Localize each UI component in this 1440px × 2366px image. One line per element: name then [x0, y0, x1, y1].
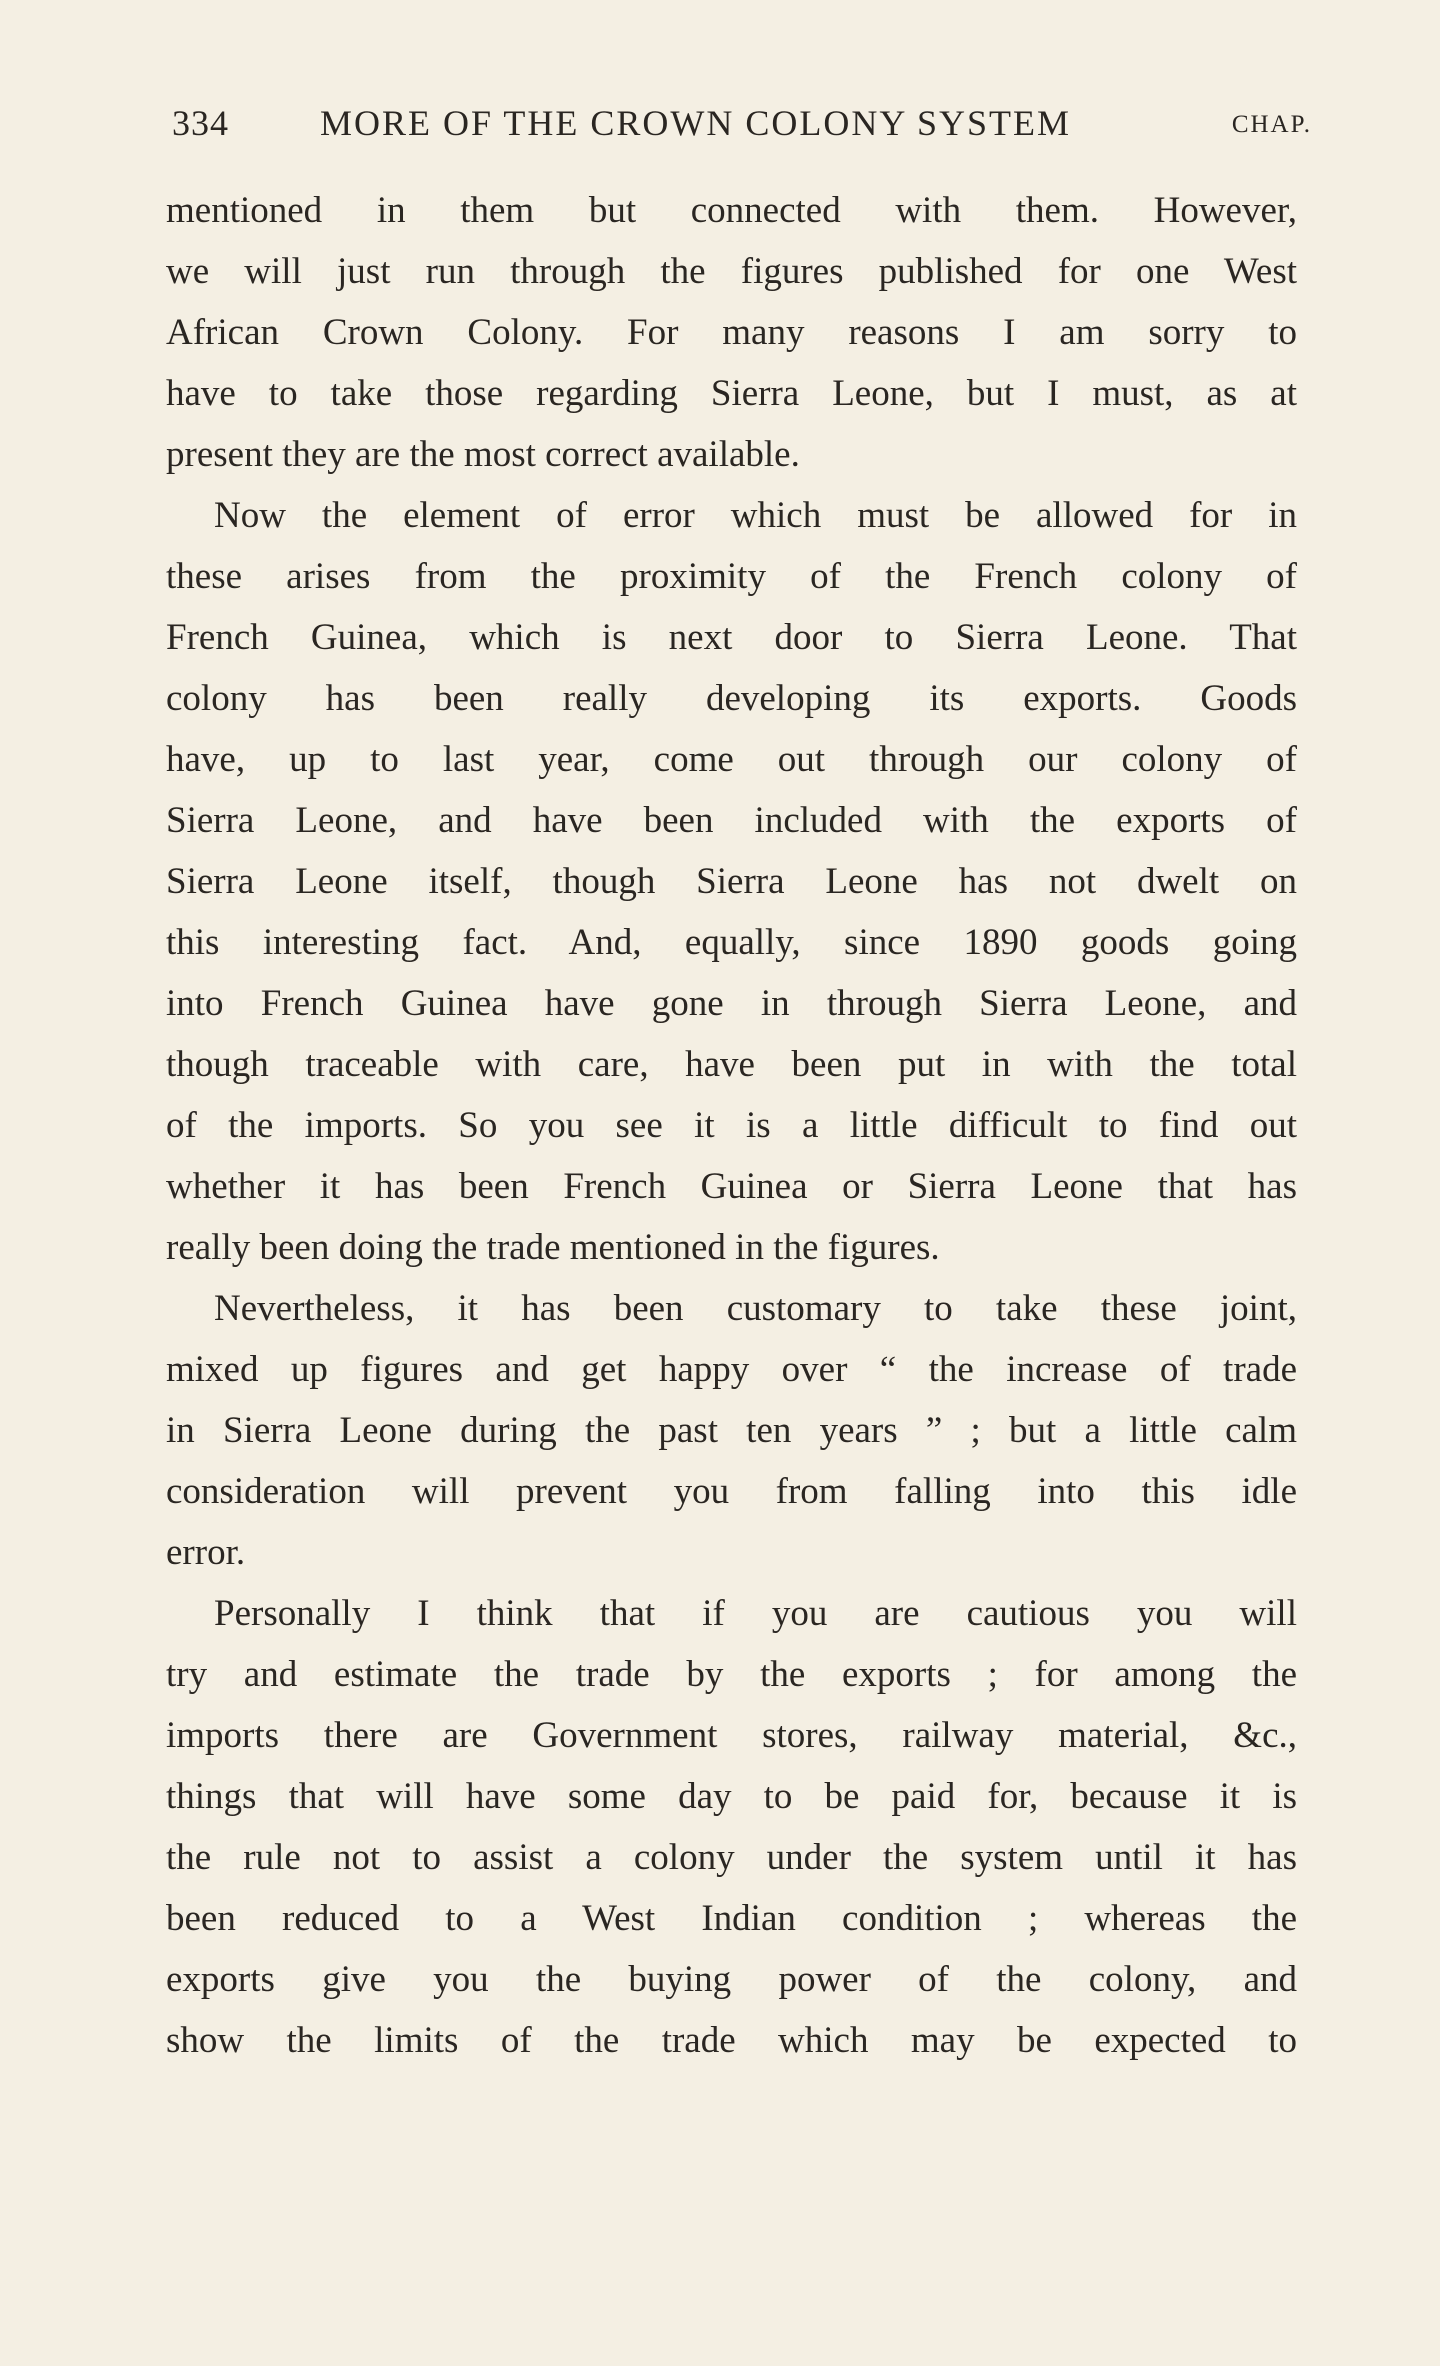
text-line: Nevertheless, it has been customary to take these joint, [214, 1288, 1297, 1329]
running-head [172, 98, 1312, 148]
text-line: African Crown Colony. For many reasons I am sorry to [166, 312, 1297, 353]
text-line: exports give you the buying power of the colony, and [166, 1959, 1297, 2000]
text-line: show the limits of the trade which may be expected to [166, 2020, 1297, 2061]
text-line: these arises from the proximity of the French colony of [166, 556, 1297, 597]
text-line: whether it has been French Guinea or Sierra Leone that has [166, 1166, 1297, 1207]
text-line: in Sierra Leone during the past ten years ” ; but a little calm [166, 1410, 1297, 1451]
text-line: present they are the most correct available. [166, 434, 800, 475]
text-line: imports there are Government stores, railway material, &c., [166, 1715, 1297, 1756]
text-line: Now the element of error which must be allowed for in [214, 495, 1297, 536]
text-line: mixed up figures and get happy over “ the increase of trade [166, 1349, 1297, 1390]
text-line: the rule not to assist a colony under the system until it has [166, 1837, 1297, 1878]
chapter-marker: CHAP. [1231, 111, 1312, 138]
text-line: though traceable with care, have been put in with the total [166, 1044, 1297, 1085]
text-line: mentioned in them but connected with them. However, [166, 190, 1297, 231]
text-line: things that will have some day to be paid for, because it is [166, 1776, 1297, 1817]
text-line: consideration will prevent you from falling into this idle [166, 1471, 1297, 1512]
text-line: French Guinea, which is next door to Sierra Leone. That [166, 617, 1297, 658]
running-title: MORE OF THE CROWN COLONY SYSTEM [320, 103, 1072, 143]
text-line: Personally I think that if you are cautious you will [214, 1593, 1297, 1634]
text-line: colony has been really developing its exports. Goods [166, 678, 1297, 719]
text-line: we will just run through the figures published for one West [166, 251, 1297, 292]
text-line: of the imports. So you see it is a little difficult to find out [166, 1105, 1297, 1146]
text-line: this interesting fact. And, equally, since 1890 goods going [166, 922, 1297, 963]
text-line: have to take those regarding Sierra Leone, but I must, as at [166, 373, 1297, 414]
text-line: Sierra Leone, and have been included with the exports of [166, 800, 1297, 841]
text-line: into French Guinea have gone in through Sierra Leone, and [166, 983, 1297, 1024]
text-line: have, up to last year, come out through our colony of [166, 739, 1297, 780]
text-line: been reduced to a West Indian condition ; whereas the [166, 1898, 1297, 1939]
text-line: really been doing the trade mentioned in the figures. [166, 1227, 940, 1268]
body-text [166, 180, 1297, 2071]
text-line: Sierra Leone itself, though Sierra Leone has not dwelt on [166, 861, 1297, 902]
text-line: error. [166, 1532, 246, 1573]
page-number: 334 [172, 103, 229, 143]
text-line: try and estimate the trade by the exports ; for among the [166, 1654, 1297, 1695]
